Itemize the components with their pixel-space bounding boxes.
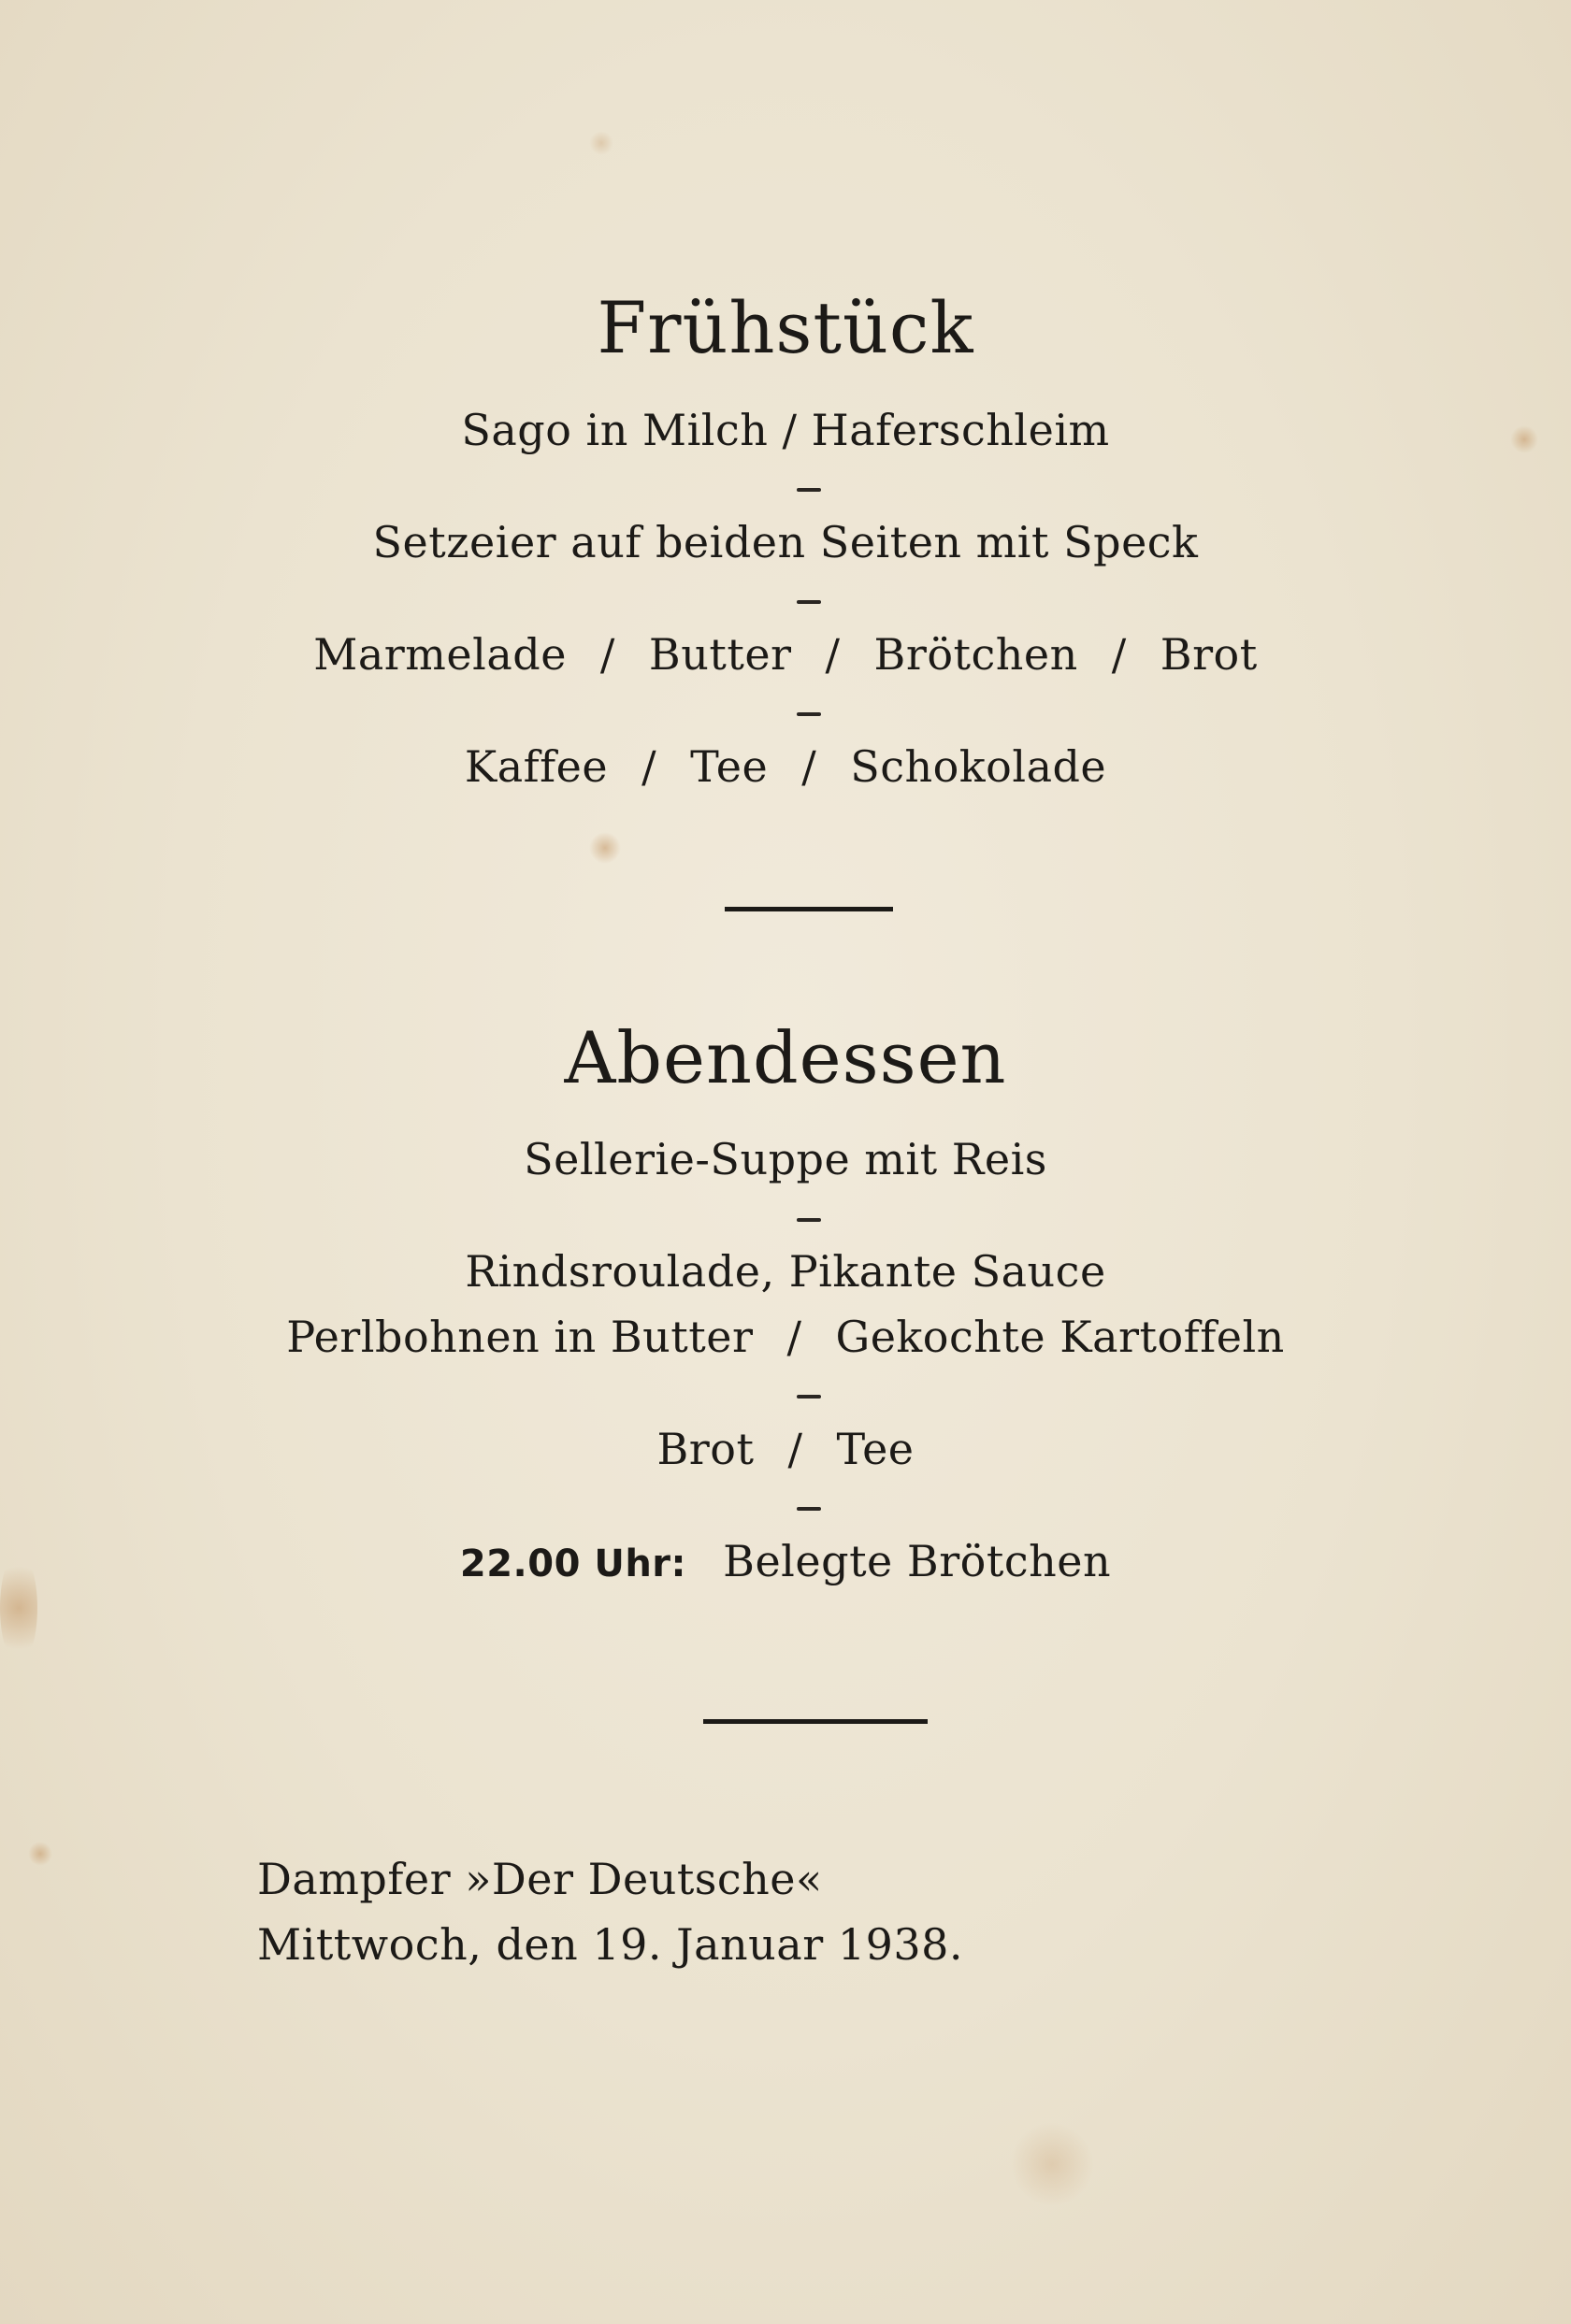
slash-separator: /	[786, 1312, 802, 1362]
dash-divider	[797, 1395, 821, 1399]
menu-item: Gekochte Kartoffeln	[835, 1312, 1285, 1362]
breakfast-line-2: Setzeier auf beiden Seiten mit Speck	[372, 517, 1199, 567]
menu-item: Marmelade	[313, 629, 567, 680]
menu-item: Perlbohnen in Butter	[286, 1312, 754, 1362]
breakfast-title: Frühstück	[597, 286, 974, 369]
slash-separator: /	[825, 629, 841, 680]
dash-divider	[797, 1218, 821, 1222]
menu-item: Brötchen	[873, 629, 1078, 680]
slash-separator: /	[1111, 629, 1127, 680]
dinner-line-3	[0, 1312, 1571, 1362]
dash-divider	[797, 1507, 821, 1511]
dinner-line-4	[0, 1424, 1571, 1474]
menu-item: Schokolade	[850, 741, 1107, 792]
slash-separator: /	[641, 741, 657, 792]
menu-item: Kaffee	[464, 741, 609, 792]
slash-separator: /	[801, 741, 817, 792]
menu-item: Brot	[1160, 629, 1258, 680]
slash-separator: /	[599, 629, 615, 680]
breakfast-line-4	[0, 741, 1571, 792]
slash-separator: /	[787, 1424, 803, 1474]
menu-item: Tee	[690, 741, 769, 792]
ship-name: Dampfer »Der Deutsche«	[257, 1854, 823, 1904]
dinner-late-snack	[0, 1536, 1571, 1586]
menu-item: Brot	[656, 1424, 755, 1474]
dinner-line-1: Sellerie-Suppe mit Reis	[524, 1134, 1047, 1184]
dinner-title: Abendessen	[564, 1016, 1007, 1099]
menu-item: Tee	[836, 1424, 915, 1474]
dinner-line-2: Rindsroulade, Pikante Sauce	[465, 1246, 1106, 1297]
dash-divider	[797, 488, 821, 492]
dash-divider	[797, 600, 821, 604]
dash-divider	[797, 712, 821, 716]
section-rule	[725, 907, 893, 911]
menu-date: Mittwoch, den 19. Januar 1938.	[257, 1919, 964, 1970]
breakfast-line-3	[0, 629, 1571, 680]
breakfast-line-1: Sago in Milch / Haferschleim	[461, 405, 1110, 455]
menu-item: Belegte Brötchen	[723, 1536, 1112, 1586]
late-time: 22.00 Uhr:	[459, 1542, 687, 1585]
menu-item: Butter	[648, 629, 792, 680]
section-rule	[703, 1719, 928, 1724]
